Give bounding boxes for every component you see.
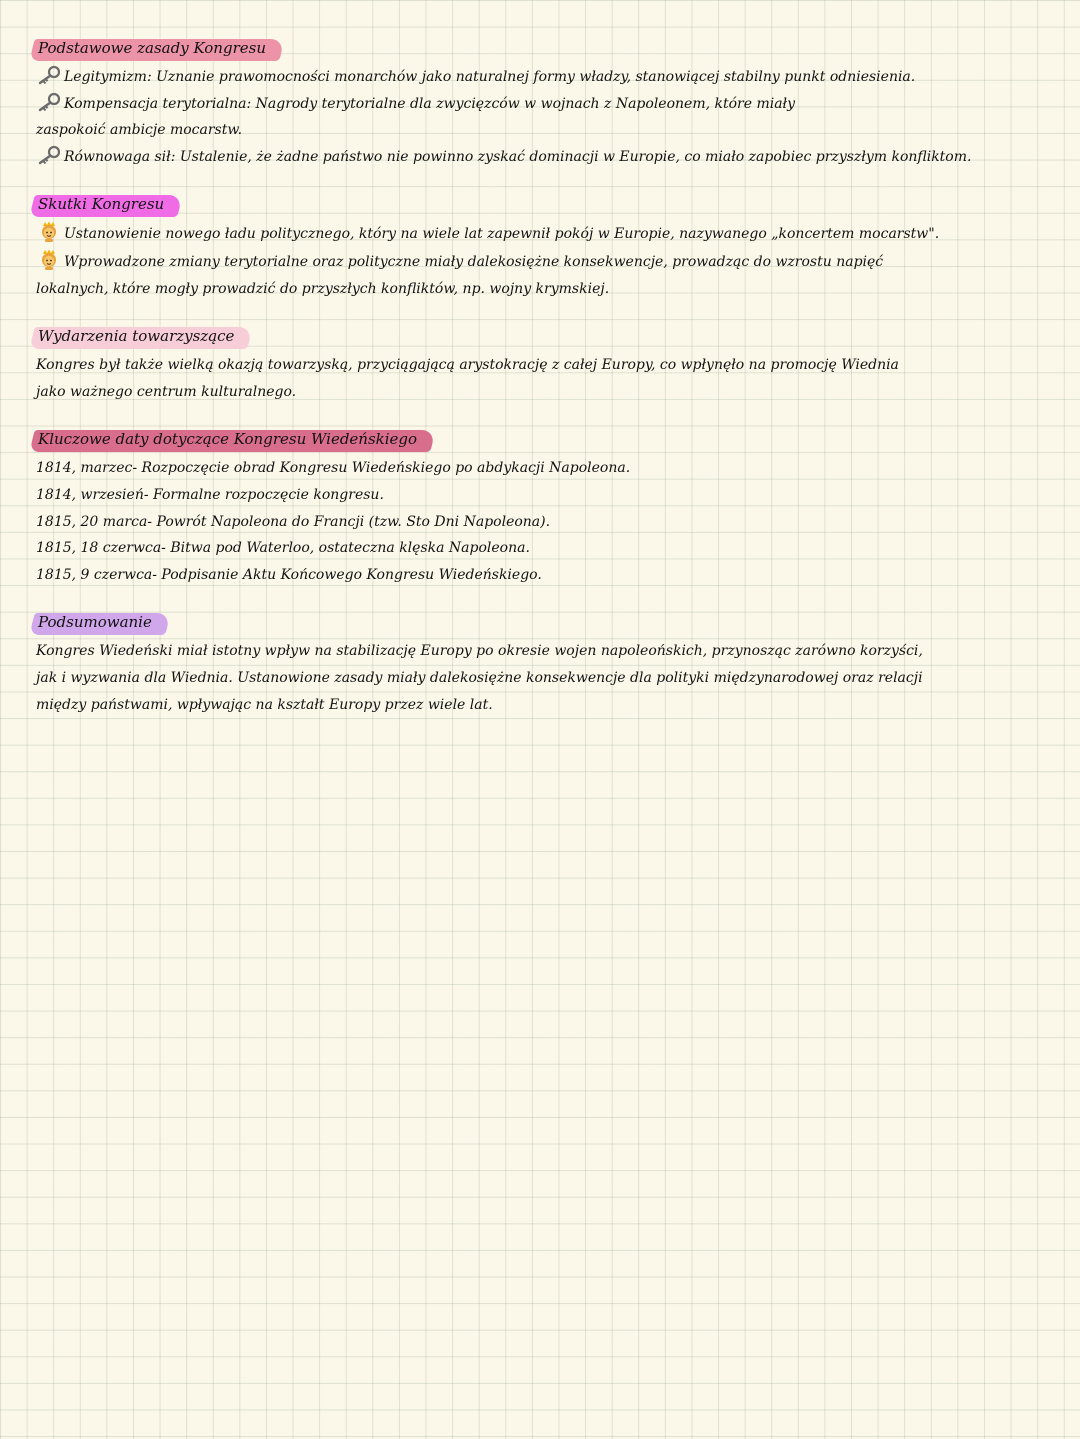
section-summary — [36, 610, 1046, 718]
list-item — [36, 91, 866, 144]
key-icon — [36, 145, 62, 165]
date-item: 1815, 9 czerwca- Podpisanie Aktu Końcowego Kongresu Wiedeńskiego. — [36, 566, 542, 583]
date-item: 1814, wrzesień- Formalne rozpoczęcie kongresu. — [36, 486, 384, 503]
date-item: 1815, 18 czerwca- Bitwa pod Waterloo, ostateczna klęska Napoleona. — [36, 540, 530, 557]
principle-text: Legitymizm: Uznanie prawomocności monarchów jako naturalnej formy władzy, stanowiącej stabilny punkt odniesienia. — [64, 69, 916, 85]
list-item — [36, 248, 936, 302]
key-icon — [36, 65, 62, 85]
section-heading-events: Wydarzenia towarzyszące — [36, 324, 240, 349]
key-icon — [36, 92, 62, 112]
section-heading-effects: Skutki Kongresu — [36, 192, 170, 217]
list-item — [36, 144, 996, 171]
section-principles — [36, 36, 1046, 170]
principle-text: Kompensacja terytorialna: Nagrody terytorialne dla zwycięzców w wojnach z Napoleonem, które miały zaspokoić ambicje mocarstw. — [36, 95, 796, 139]
effect-text: Ustanowienie nowego ładu politycznego, który na wiele lat zapewnił pokój w Europie, nazywanego „koncertem mocarstw". — [64, 226, 940, 243]
princess-icon — [36, 248, 62, 268]
list-item — [36, 220, 996, 248]
date-item: 1815, 20 marca- Powrót Napoleona do Francji (tzw. Sto Dni Napoleona). — [36, 513, 551, 530]
section-dates — [36, 427, 1046, 588]
section-events — [36, 324, 1046, 405]
section-heading-dates: Kluczowe daty dotyczące Kongresu Wiedeńskiego — [36, 427, 423, 452]
section-heading-summary: Podsumowanie — [36, 610, 158, 635]
principle-text: Równowaga sił: Ustalenie, że żadne państwo nie powinno zyskać dominacji w Europie, co miało zapobiec przyszłym konfliktom. — [64, 148, 972, 165]
notes-page — [36, 36, 1046, 740]
section-heading-principles: Podstawowe zasady Kongresu — [36, 36, 272, 61]
date-item: 1814, marzec- Rozpoczęcie obrad Kongresu Wiedeńskiego po abdykacji Napoleona. — [36, 460, 631, 477]
summary-text: Kongres Wiedeński miał istotny wpływ na stabilizację Europy po okresie wojen napoleońskich, przynosząc zarówno korzyści, jak i wyzwania dla Wiednia. Ustanowione zasady miały dalekosiężne konsekwencje dla polityki międzynarodowej oraz relacji między państwami, wpływając na kształt Europy przez wiele lat. — [36, 643, 923, 713]
events-text: Kongres był także wielką okazją towarzyską, przyciągającą arystokrację z całej Europy, co wpłynęło na promocję Wiednia jako ważnego centrum kulturalnego. — [36, 357, 899, 400]
effect-text: Wprowadzone zmiany terytorialne oraz polityczne miały dalekosiężne konsekwencje, prowadząc do wzrostu napięć lokalnych, które mogły prowadzić do przyszłych konfliktów, np. wojny krymskiej. — [36, 253, 884, 297]
list-item — [36, 64, 996, 91]
princess-icon — [36, 220, 62, 240]
section-effects — [36, 192, 1046, 302]
